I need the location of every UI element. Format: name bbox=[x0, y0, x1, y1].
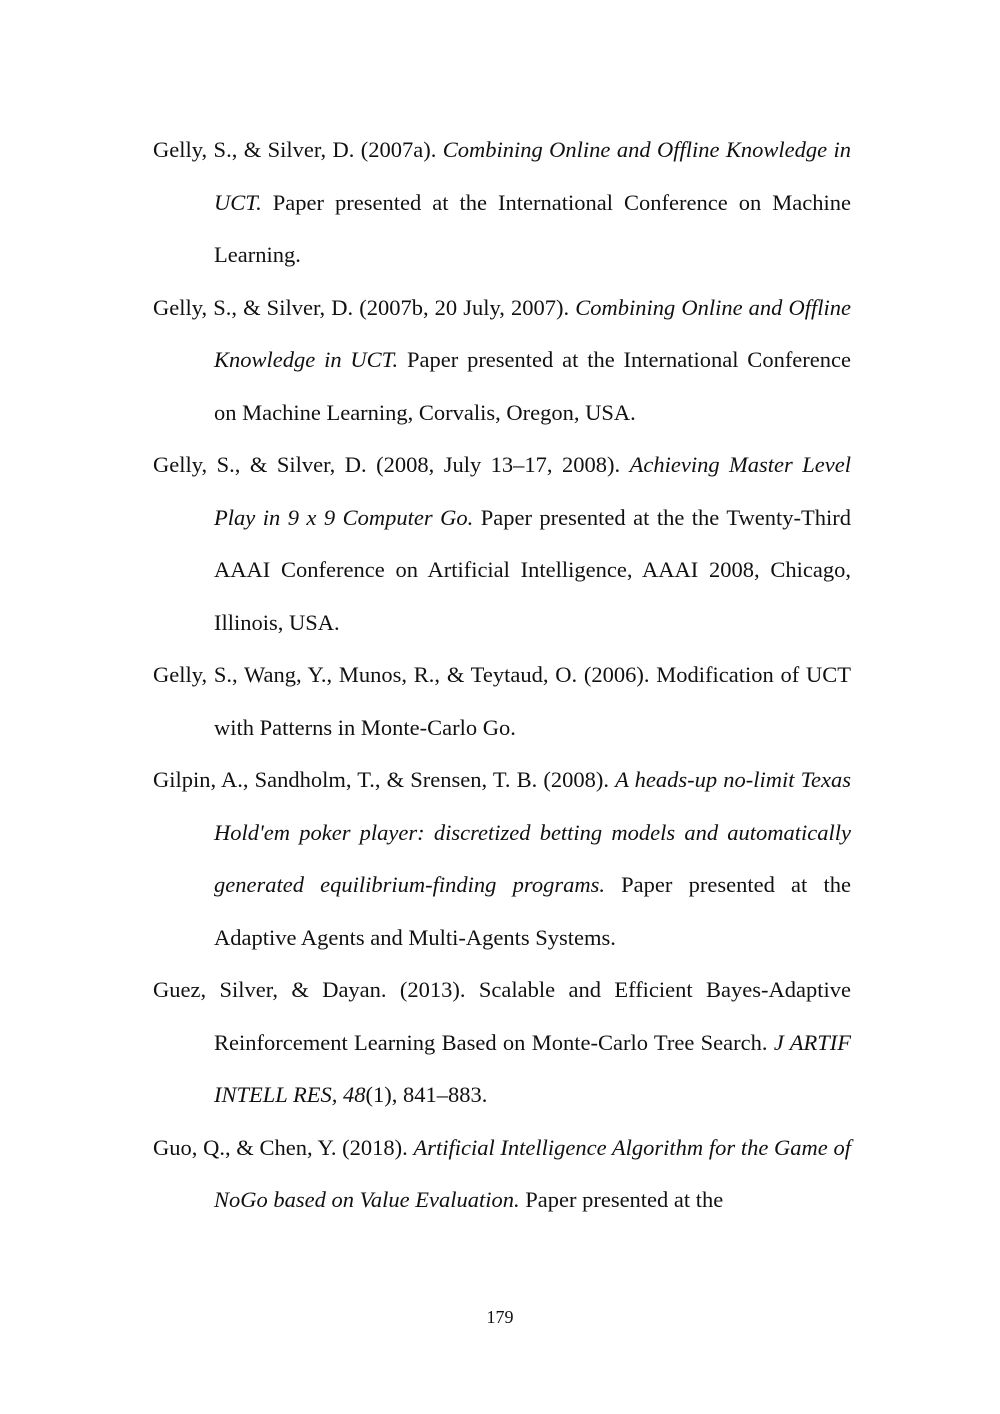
reference-venue: Paper presented at the the Twenty-Third AAAI Conference on Artificial Intelligence, AAAI 2008, Chicago, Illinois, USA. bbox=[214, 504, 852, 635]
reference-title: Combining Online and Offline Knowledge in UCT. bbox=[214, 137, 851, 215]
reference-venue: Paper presented at the International Conference on Machine Learning, Corvalis, Oregon, USA. bbox=[214, 347, 851, 425]
reference-authors-year: Gilpin, A., Sandholm, T., & Srensen, T. B. (2008). bbox=[153, 767, 616, 792]
reference-title: Combining Online and Offline Knowledge in UCT. bbox=[214, 294, 851, 372]
reference-entry bbox=[153, 1122, 851, 1227]
reference-entry bbox=[153, 124, 851, 282]
reference-title: Achieving Master Level Play in 9 x 9 Computer Go. bbox=[214, 452, 851, 530]
reference-venue: Paper presented at the Adaptive Agents and Multi-Agents Systems. bbox=[214, 872, 851, 950]
reference-journal: J ARTIF INTELL RES, 48 bbox=[214, 1029, 851, 1107]
reference-issue-pages: (1), 841–883. bbox=[365, 1082, 488, 1107]
reference-authors-year: Gelly, S., & Silver, D. (2007a). bbox=[153, 137, 443, 162]
reference-entry bbox=[153, 649, 851, 754]
reference-authors-year: Guo, Q., & Chen, Y. (2018). bbox=[153, 1134, 414, 1160]
reference-text: Gelly, S., Wang, Y., Munos, R., & Teytaud, O. (2006). Modification of UCT with Patterns in Monte-Carlo Go. bbox=[153, 662, 851, 740]
reference-authors-title: Guez, Silver, & Dayan. (2013). Scalable and Efficient Bayes-Adaptive Reinforcement Learning Based on Monte-Carlo Tree Search. bbox=[153, 977, 851, 1055]
reference-venue: Paper presented at the bbox=[519, 1187, 724, 1212]
reference-entry bbox=[153, 282, 851, 440]
reference-list bbox=[153, 124, 851, 1227]
reference-entry bbox=[153, 439, 851, 649]
reference-venue: Paper presented at the International Conference on Machine Learning. bbox=[214, 189, 851, 267]
reference-entry bbox=[153, 964, 851, 1122]
reference-entry bbox=[153, 754, 851, 964]
reference-authors-year: Gelly, S., & Silver, D. (2008, July 13–17, 2008). bbox=[153, 452, 630, 477]
page-number: 179 bbox=[486, 1307, 514, 1327]
reference-title: Artificial Intelligence Algorithm for the Game of NoGo based on Value Evaluation. bbox=[214, 1134, 851, 1212]
reference-authors-year: Gelly, S., & Silver, D. (2007b, 20 July, 2007). bbox=[153, 294, 576, 320]
reference-title: A heads-up no-limit Texas Hold'em poker player: discretized betting models and automatically generated equilibrium-finding programs. bbox=[214, 767, 852, 897]
